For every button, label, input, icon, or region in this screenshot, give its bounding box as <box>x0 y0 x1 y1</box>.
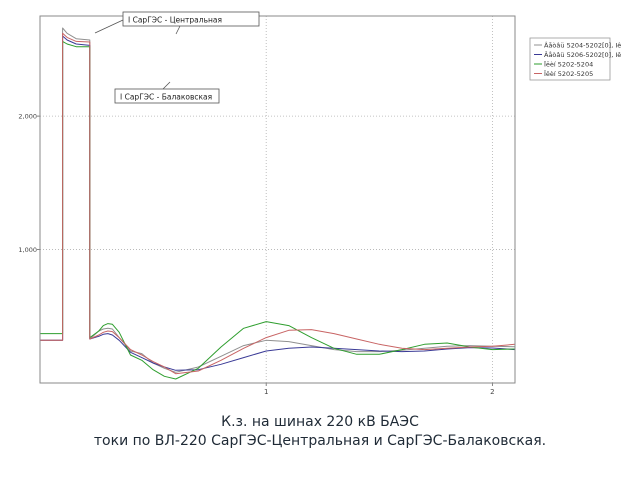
grid <box>40 16 515 383</box>
y-tick-label: 2,000 <box>18 112 37 121</box>
annotation-central-label: I СарГЭС - Центральная <box>128 15 223 25</box>
series-line-4 <box>40 33 515 373</box>
annotation-arrow <box>163 82 170 89</box>
annotation-balakovo <box>115 82 219 103</box>
legend-label: Âåòâü 5204-5202[0], Iê <box>544 41 622 50</box>
annotation-balakovo-label: I СарГЭС - Балаковская <box>120 92 213 102</box>
x-tick-label: 1 <box>263 388 269 396</box>
series-line-2 <box>40 36 515 370</box>
legend-label: Ïëèí 5202-5205 <box>544 70 594 78</box>
legend-label: Âåòâü 5206-5202[0], Iê <box>544 51 622 59</box>
legend-label: Ïëèí 5202-5204 <box>544 60 594 69</box>
annotation-central <box>95 12 259 34</box>
legend <box>530 38 621 80</box>
series-line-1 <box>40 28 515 372</box>
annotation-arrow <box>176 26 180 34</box>
plot-frame <box>40 16 515 383</box>
caption-line-1: К.з. на шинах 220 кВ БАЭС <box>221 414 419 430</box>
y-tick-label: 1,000 <box>18 246 37 255</box>
annotation-arrow <box>95 20 123 33</box>
caption-line-2: токи по ВЛ-220 СарГЭС-Центральная и СарГЭС-Балаковская. <box>93 433 547 449</box>
series-lines <box>40 28 515 379</box>
x-tick-label: 2 <box>490 388 495 396</box>
